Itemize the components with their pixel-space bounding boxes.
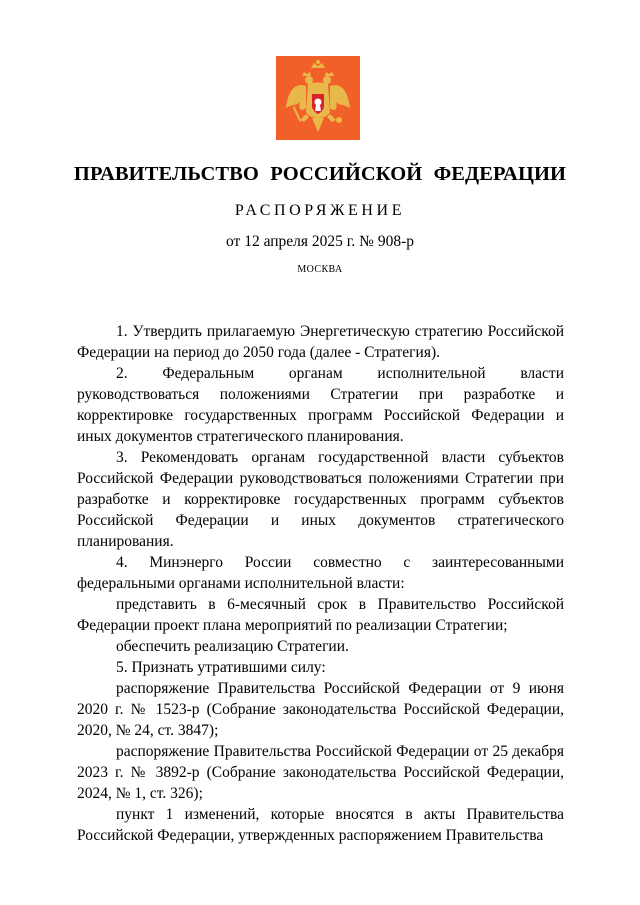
paragraph-implementation: обеспечить реализацию Стратегии.	[116, 638, 349, 655]
paragraph-approve-strategy: 1. Утвердить прилагаемую Энергетическую стратегию Российской Федерации на период до 2050 года (далее - Стратегия).	[77, 323, 564, 361]
paragraph-repeal-1523: распоряжение Правительства Российской Федерации от 9 июня 2020 г. № 1523-р (Собрание законодательства Российской Федерации, 2020, № 24, ст. 3847);	[77, 680, 564, 739]
document-date-number: от 12 апреля 2025 г. № 908-р	[226, 233, 414, 250]
paragraph-federal-bodies: 2. Федеральным органам исполнительной власти руководствоваться положениями Стратегии при разработке и корректировке государственных программ Российской Федерации и иных документов стратегического планирования.	[77, 365, 564, 445]
paragraph-repeal-item-1: пункт 1 изменений, которые вносятся в акты Правительства Российской Федерации, утвержденных распоряжением Правительства	[77, 806, 564, 844]
coat-of-arms-icon	[276, 56, 360, 140]
government-title: ПРАВИТЕЛЬСТВО РОССИЙСКОЙ ФЕДЕРАЦИИ	[73, 163, 567, 185]
document-type: РАСПОРЯЖЕНИЕ	[234, 202, 406, 219]
paragraph-repeal-3892: распоряжение Правительства Российской Федерации от 25 декабря 2023 г. № 3892-р (Собрание законодательства Российской Федерации, 2024, № 1, ст. 326);	[77, 743, 564, 802]
paragraph-regional-bodies: 3. Рекомендовать органам государственной власти субъектов Российской Федерации руководствоваться положениями Стратегии при разработке и корректировке государственных программ субъектов Российской Федерации и иных документов стратегического планирования.	[77, 449, 564, 550]
document-city: МОСКВА	[297, 264, 343, 275]
paragraph-repeal-header: 5. Признать утратившими силу:	[116, 659, 326, 676]
document-body	[77, 321, 564, 846]
paragraph-action-plan: представить в 6-месячный срок в Правительство Российской Федерации проект плана мероприятий по реализации Стратегии;	[77, 596, 564, 634]
paragraph-minenergo: 4. Минэнерго России совместно с заинтересованными федеральными органами исполнительной власти:	[77, 554, 564, 592]
